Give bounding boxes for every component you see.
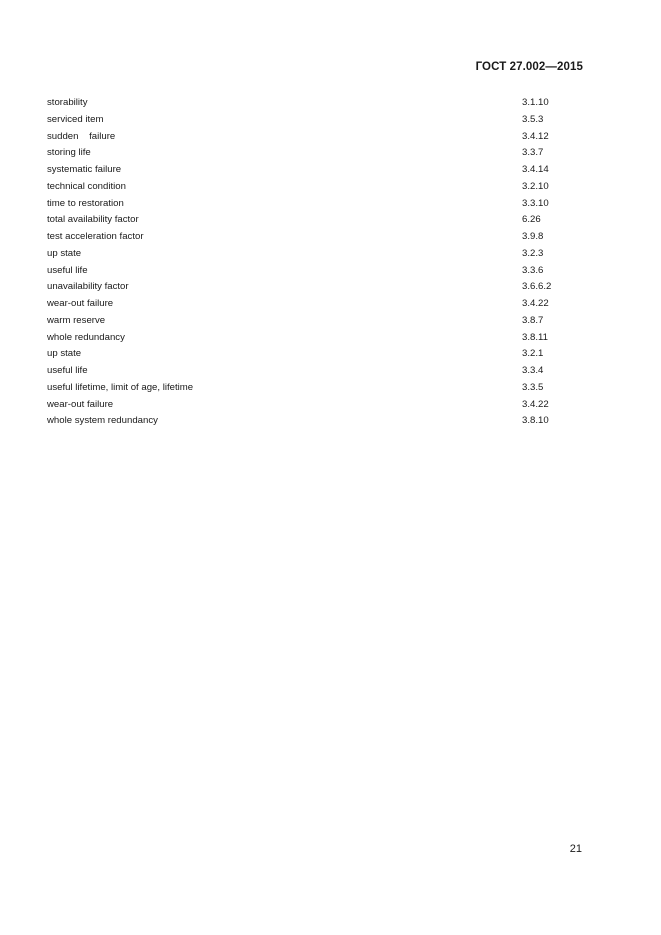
term-index-list — [47, 95, 562, 430]
index-reference: 3.3.7 — [522, 147, 544, 159]
index-reference: 3.8.10 — [522, 415, 549, 427]
index-row — [47, 212, 562, 229]
index-row — [47, 279, 562, 296]
index-term: useful life — [47, 264, 88, 276]
index-row — [47, 229, 562, 246]
index-row — [47, 413, 562, 430]
index-row — [47, 145, 562, 162]
index-row — [47, 162, 562, 179]
index-row — [47, 380, 562, 397]
index-row — [47, 330, 562, 347]
index-term: up state — [47, 247, 82, 259]
index-reference: 3.3.10 — [522, 197, 549, 209]
index-reference: 3.4.14 — [522, 164, 549, 175]
index-term: systematic failure — [47, 164, 122, 175]
index-reference: 3.3.4 — [522, 365, 544, 376]
index-reference: 3.1.10 — [522, 97, 549, 108]
index-term: time to restoration — [47, 197, 124, 209]
index-term: useful lifetime, limit of age, lifetime — [47, 381, 194, 393]
index-reference: 3.8.7 — [522, 314, 544, 326]
index-row — [47, 196, 562, 213]
index-row — [47, 346, 562, 363]
index-row — [47, 313, 562, 330]
index-row — [47, 263, 562, 280]
index-reference: 3.2.1 — [522, 348, 544, 360]
index-term: up state — [47, 348, 82, 360]
index-reference: 3.2.3 — [522, 247, 544, 259]
index-row — [47, 179, 562, 196]
document-header: ГОСТ 27.002—2015 — [475, 61, 583, 73]
index-term: technical condition — [47, 180, 126, 192]
index-term: useful life — [47, 365, 88, 376]
index-term: test acceleration factor — [47, 231, 144, 242]
index-row — [47, 397, 562, 414]
index-term: sudden failure — [47, 130, 116, 142]
index-term: wear-out failure — [47, 298, 114, 309]
index-term: storability — [47, 97, 88, 108]
index-reference: 3.4.22 — [522, 398, 549, 410]
index-term: whole redundancy — [47, 331, 125, 343]
index-row — [47, 296, 562, 313]
index-reference: 3.8.11 — [522, 331, 548, 343]
index-reference: 6.26 — [522, 214, 541, 226]
index-term: wear-out failure — [47, 398, 114, 410]
index-reference: 3.2.10 — [522, 180, 549, 192]
index-row — [47, 246, 562, 263]
index-term: serviced item — [47, 113, 104, 125]
index-row — [47, 95, 562, 112]
index-reference: 3.3.6 — [522, 264, 544, 276]
index-row — [47, 112, 562, 129]
index-term: whole system redundancy — [47, 415, 158, 427]
index-reference: 3.9.8 — [522, 231, 544, 242]
index-reference: 3.4.12 — [522, 130, 549, 142]
index-reference: 3.6.6.2 — [522, 281, 552, 293]
index-row — [47, 363, 562, 380]
index-reference: 3.3.5 — [522, 381, 544, 393]
index-term: warm reserve — [47, 314, 106, 326]
page-number: 21 — [569, 843, 582, 855]
index-term: unavailability factor — [47, 281, 129, 293]
index-reference: 3.5.3 — [522, 113, 544, 125]
index-term: total availability factor — [47, 214, 139, 226]
index-term: storing life — [47, 147, 91, 159]
index-row — [47, 129, 562, 146]
index-reference: 3.4.22 — [522, 298, 549, 309]
